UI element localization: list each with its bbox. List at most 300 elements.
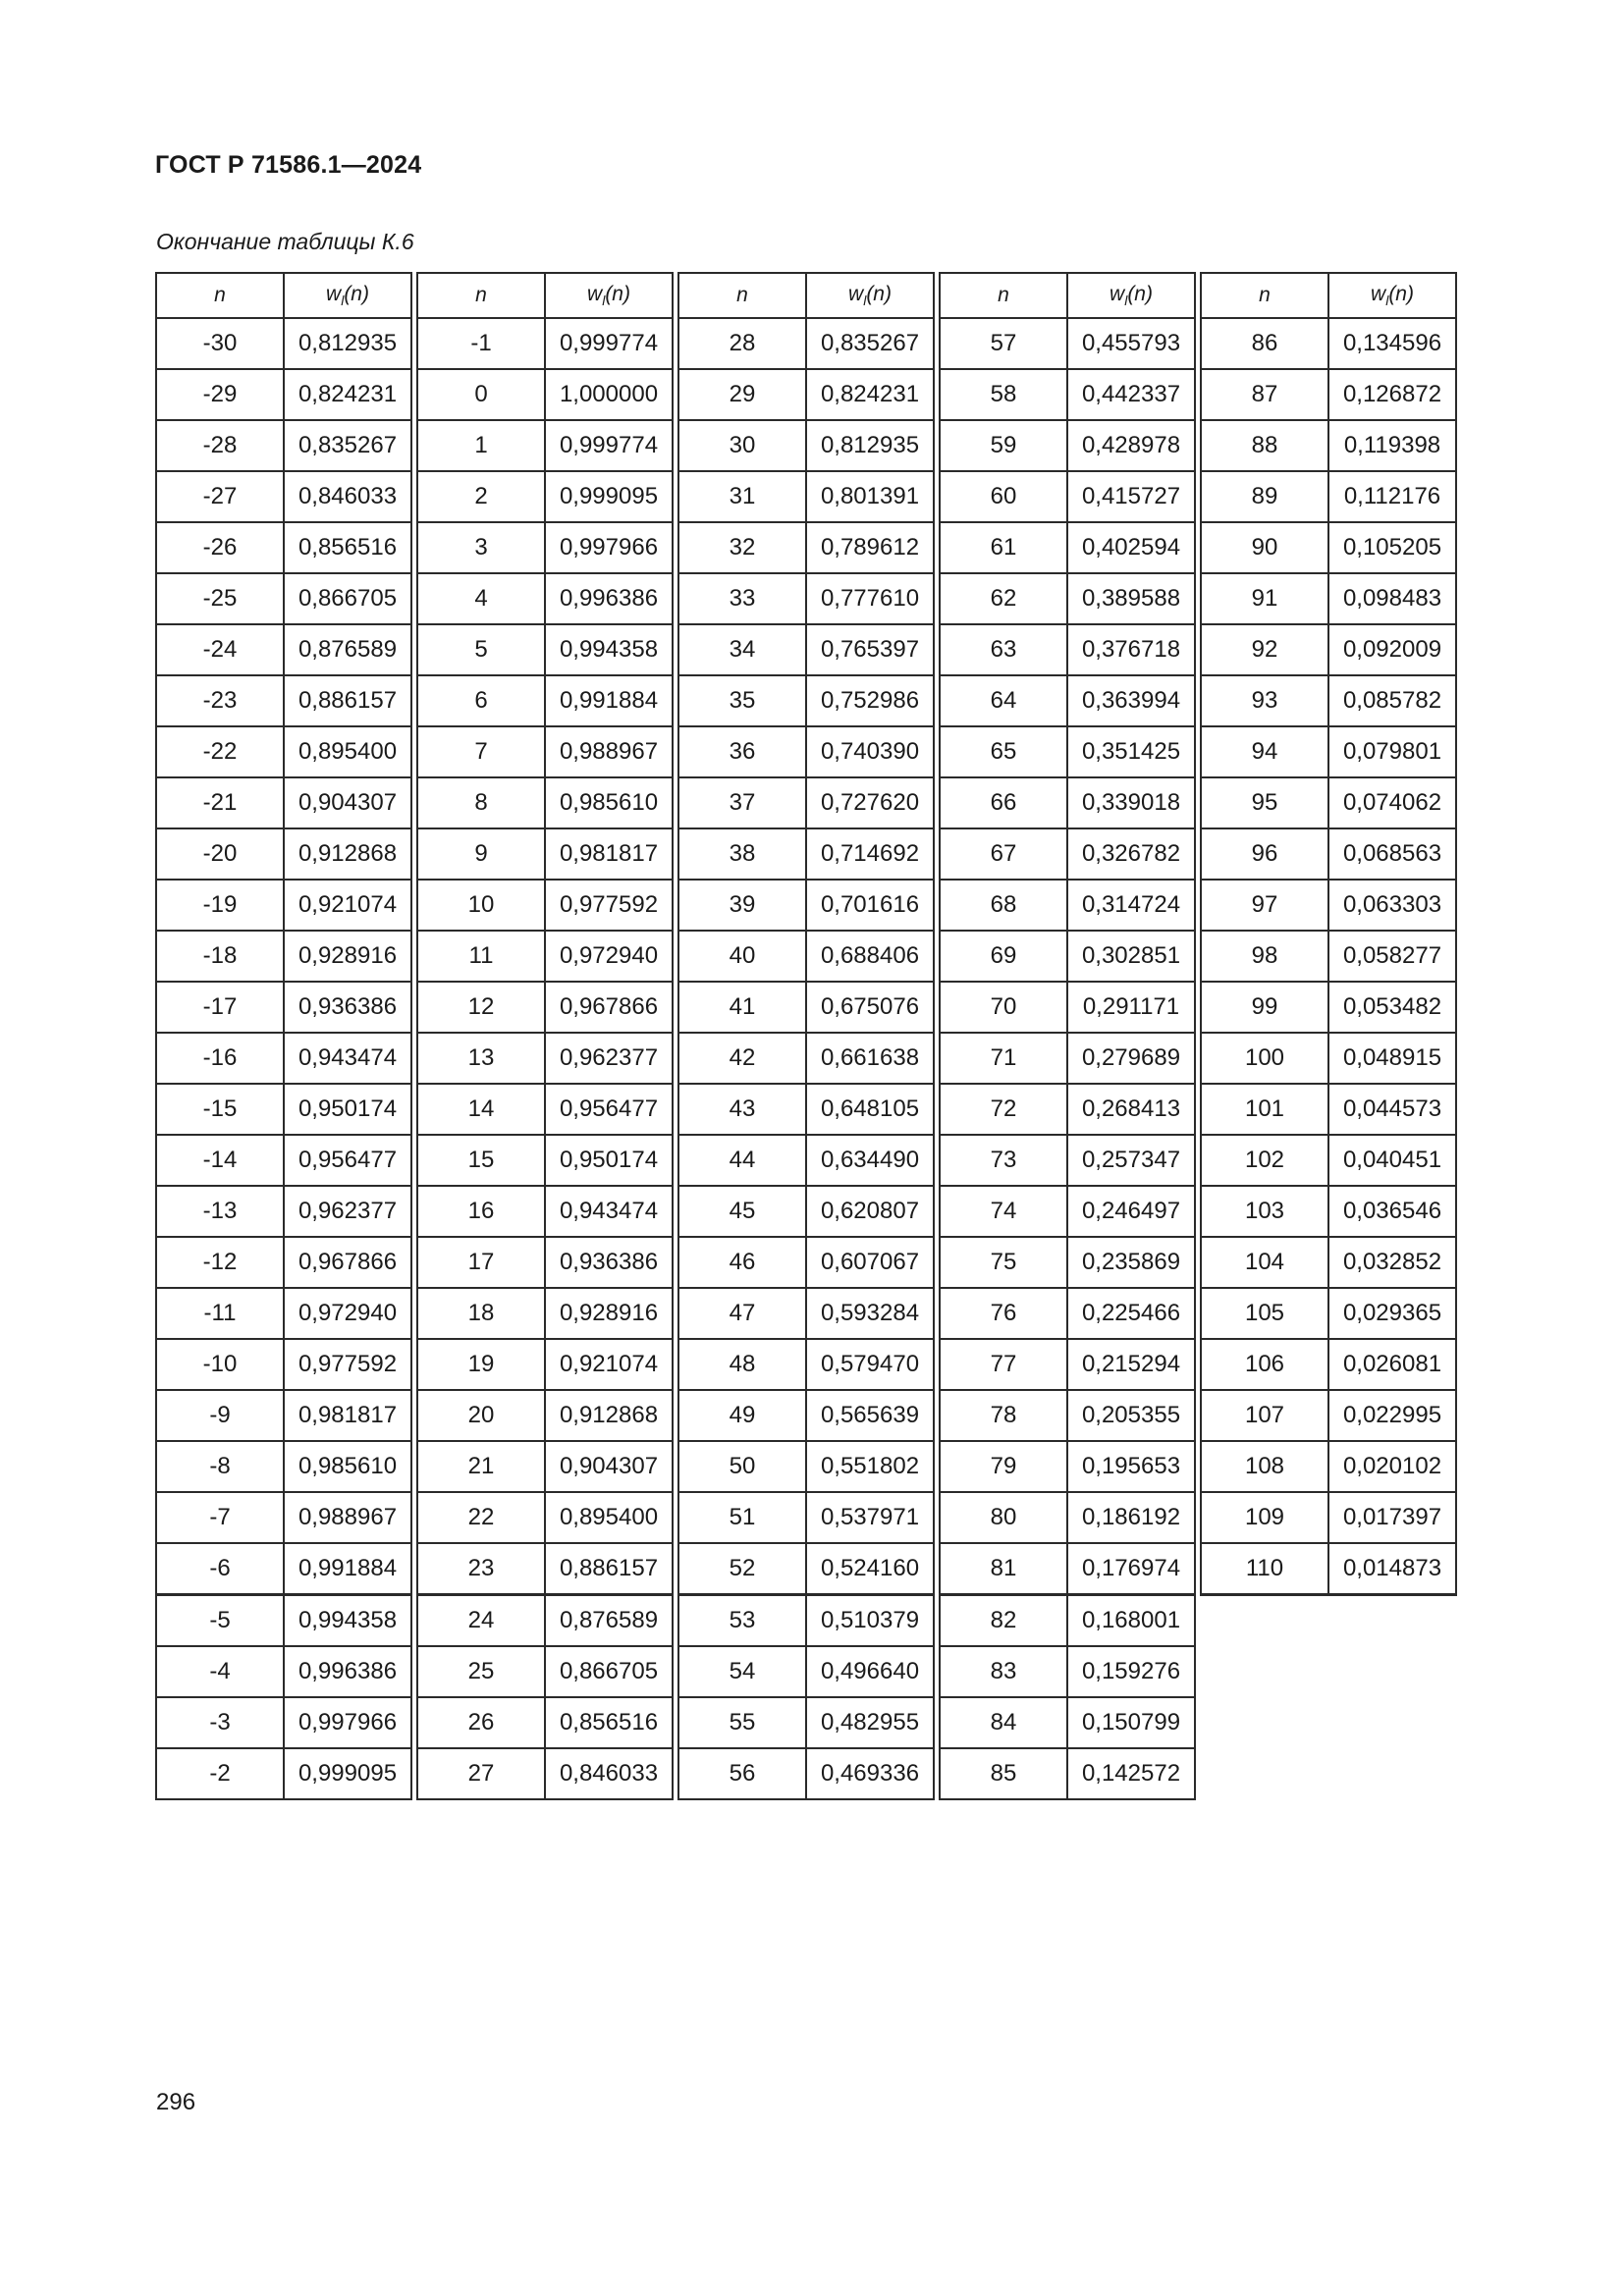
cell-w: 0,886157: [284, 675, 411, 726]
cell-n: 43: [678, 1084, 806, 1135]
table-row: [156, 1339, 411, 1390]
cell-w: 0,999095: [284, 1748, 411, 1799]
table-row: [156, 1033, 411, 1084]
cell-n: 50: [678, 1441, 806, 1492]
table-row: [156, 420, 411, 471]
cell-n: 2: [417, 471, 545, 522]
cell-n: 95: [1201, 777, 1328, 828]
cell-n: -9: [156, 1390, 284, 1441]
table-row: [1201, 624, 1456, 675]
table-row: [156, 1492, 411, 1543]
table-row: [156, 1390, 411, 1441]
table-row: [678, 1595, 934, 1647]
cell-w: 0,620807: [806, 1186, 934, 1237]
cell-n: 101: [1201, 1084, 1328, 1135]
cell-w: 0,168001: [1067, 1595, 1195, 1647]
cell-n: 3: [417, 522, 545, 573]
cell-n: 71: [940, 1033, 1067, 1084]
cell-w: 0,134596: [1328, 318, 1456, 369]
cell-n: 105: [1201, 1288, 1328, 1339]
cell-n: 82: [940, 1595, 1067, 1647]
cell-w: 0,856516: [545, 1697, 673, 1748]
table-row: [417, 1135, 673, 1186]
cell-w: 0,235869: [1067, 1237, 1195, 1288]
cell-n: 98: [1201, 931, 1328, 982]
cell-n: 106: [1201, 1339, 1328, 1390]
cell-w: 0,098483: [1328, 573, 1456, 624]
cell-w: 0,765397: [806, 624, 934, 675]
cell-n: -18: [156, 931, 284, 982]
header-w: $w_l(n)$: [1328, 273, 1456, 318]
cell-n: 18: [417, 1288, 545, 1339]
table-row: [417, 982, 673, 1033]
cell-n: -22: [156, 726, 284, 777]
cell-w: 0,904307: [545, 1441, 673, 1492]
cell-w: 0,291171: [1067, 982, 1195, 1033]
table-row: [678, 369, 934, 420]
cell-n: 81: [940, 1543, 1067, 1595]
cell-w: 0,442337: [1067, 369, 1195, 420]
table-row: [417, 1492, 673, 1543]
cell-w: 0,246497: [1067, 1186, 1195, 1237]
cell-n: -28: [156, 420, 284, 471]
table-row: [940, 828, 1195, 880]
cell-n: 10: [417, 880, 545, 931]
table-row: [678, 522, 934, 573]
cell-w: 0,895400: [284, 726, 411, 777]
page-number: 296: [156, 2089, 196, 2115]
table-row: [417, 471, 673, 522]
table-row: [417, 880, 673, 931]
table-row: [940, 726, 1195, 777]
table-row: [678, 1186, 934, 1237]
cell-n: -8: [156, 1441, 284, 1492]
cell-w: 0,205355: [1067, 1390, 1195, 1441]
table-row: [417, 1646, 673, 1697]
cell-w: 0,112176: [1328, 471, 1456, 522]
cell-n: 23: [417, 1543, 545, 1595]
cell-n: 12: [417, 982, 545, 1033]
cell-n: -5: [156, 1595, 284, 1647]
document-header: ГОСТ Р 71586.1—2024: [155, 151, 422, 179]
cell-w: 0,279689: [1067, 1033, 1195, 1084]
table-row: [940, 1697, 1195, 1748]
cell-n: 20: [417, 1390, 545, 1441]
table-row: [417, 828, 673, 880]
cell-n: -15: [156, 1084, 284, 1135]
cell-n: 93: [1201, 675, 1328, 726]
table-row: [156, 1237, 411, 1288]
cell-w: 0,215294: [1067, 1339, 1195, 1390]
table-row: [678, 880, 934, 931]
cell-w: 0,876589: [284, 624, 411, 675]
cell-w: 0,048915: [1328, 1033, 1456, 1084]
cell-n: 0: [417, 369, 545, 420]
table-row: [417, 1237, 673, 1288]
table-row: [678, 931, 934, 982]
table-row: [940, 1186, 1195, 1237]
table-block: [1200, 272, 1457, 1596]
cell-n: 68: [940, 880, 1067, 931]
cell-w: 1,000000: [545, 369, 673, 420]
cell-n: 62: [940, 573, 1067, 624]
cell-w: 0,014873: [1328, 1543, 1456, 1595]
table-row: [156, 522, 411, 573]
table-row: [417, 931, 673, 982]
cell-w: 0,496640: [806, 1646, 934, 1697]
table-row: [678, 1390, 934, 1441]
cell-w: 0,044573: [1328, 1084, 1456, 1135]
table-row: [156, 880, 411, 931]
table-row: [156, 1084, 411, 1135]
table-row: [678, 1084, 934, 1135]
cell-n: 40: [678, 931, 806, 982]
cell-n: 4: [417, 573, 545, 624]
cell-n: 109: [1201, 1492, 1328, 1543]
header-w: $w_l(n)$: [806, 273, 934, 318]
cell-w: 0,701616: [806, 880, 934, 931]
cell-n: 41: [678, 982, 806, 1033]
cell-n: 17: [417, 1237, 545, 1288]
cell-w: 0,824231: [806, 369, 934, 420]
cell-n: 34: [678, 624, 806, 675]
cell-n: 19: [417, 1339, 545, 1390]
cell-n: 96: [1201, 828, 1328, 880]
cell-n: -14: [156, 1135, 284, 1186]
table-row: [1201, 420, 1456, 471]
cell-n: -7: [156, 1492, 284, 1543]
cell-n: 99: [1201, 982, 1328, 1033]
cell-n: -16: [156, 1033, 284, 1084]
cell-n: 53: [678, 1595, 806, 1647]
table-row: [1201, 1186, 1456, 1237]
cell-w: 0,195653: [1067, 1441, 1195, 1492]
cell-w: 0,824231: [284, 369, 411, 420]
cell-n: 15: [417, 1135, 545, 1186]
cell-w: 0,268413: [1067, 1084, 1195, 1135]
cell-w: 0,856516: [284, 522, 411, 573]
cell-w: 0,812935: [806, 420, 934, 471]
cell-w: 0,921074: [284, 880, 411, 931]
cell-n: -23: [156, 675, 284, 726]
cell-n: 51: [678, 1492, 806, 1543]
cell-n: 77: [940, 1339, 1067, 1390]
cell-n: -4: [156, 1646, 284, 1697]
table-row: [417, 1697, 673, 1748]
values-table: [155, 272, 1457, 1800]
cell-w: 0,999095: [545, 471, 673, 522]
table-row: [678, 982, 934, 1033]
cell-w: 0,428978: [1067, 420, 1195, 471]
cell-n: -26: [156, 522, 284, 573]
table-row: [940, 1543, 1195, 1595]
cell-n: 48: [678, 1339, 806, 1390]
cell-n: 54: [678, 1646, 806, 1697]
table-row: [940, 931, 1195, 982]
table-row: [940, 675, 1195, 726]
cell-w: 0,876589: [545, 1595, 673, 1647]
cell-n: -6: [156, 1543, 284, 1595]
cell-w: 0,648105: [806, 1084, 934, 1135]
cell-w: 0,994358: [284, 1595, 411, 1647]
table-row: [678, 471, 934, 522]
cell-n: 100: [1201, 1033, 1328, 1084]
cell-n: 74: [940, 1186, 1067, 1237]
table-row: [940, 1748, 1195, 1799]
table-row: [1201, 318, 1456, 369]
table-row: [940, 880, 1195, 931]
cell-n: 64: [940, 675, 1067, 726]
cell-w: 0,994358: [545, 624, 673, 675]
table-row: [156, 1646, 411, 1697]
table-row: [678, 1135, 934, 1186]
table-row: [1201, 931, 1456, 982]
table-row: [940, 471, 1195, 522]
header-n: n: [1201, 273, 1328, 318]
cell-w: 0,866705: [545, 1646, 673, 1697]
cell-w: 0,943474: [545, 1186, 673, 1237]
cell-n: -20: [156, 828, 284, 880]
cell-n: 35: [678, 675, 806, 726]
cell-n: 102: [1201, 1135, 1328, 1186]
cell-w: 0,351425: [1067, 726, 1195, 777]
table-row: [940, 1288, 1195, 1339]
cell-n: 9: [417, 828, 545, 880]
cell-w: 0,225466: [1067, 1288, 1195, 1339]
cell-w: 0,634490: [806, 1135, 934, 1186]
table-row: [940, 318, 1195, 369]
cell-w: 0,029365: [1328, 1288, 1456, 1339]
table-row: [678, 420, 934, 471]
table-row: [417, 726, 673, 777]
cell-w: 0,727620: [806, 777, 934, 828]
table-row: [156, 624, 411, 675]
table-row: [940, 420, 1195, 471]
table-row: [156, 1543, 411, 1595]
table-row: [1201, 1033, 1456, 1084]
cell-n: -27: [156, 471, 284, 522]
cell-w: 0,835267: [284, 420, 411, 471]
cell-w: 0,972940: [284, 1288, 411, 1339]
table-row: [417, 318, 673, 369]
cell-w: 0,956477: [284, 1135, 411, 1186]
cell-w: 0,063303: [1328, 880, 1456, 931]
cell-w: 0,988967: [284, 1492, 411, 1543]
table-row: [940, 522, 1195, 573]
cell-w: 0,126872: [1328, 369, 1456, 420]
cell-w: 0,159276: [1067, 1646, 1195, 1697]
cell-n: 8: [417, 777, 545, 828]
cell-n: 11: [417, 931, 545, 982]
cell-w: 0,688406: [806, 931, 934, 982]
cell-n: 37: [678, 777, 806, 828]
table-row: [940, 1084, 1195, 1135]
cell-n: 57: [940, 318, 1067, 369]
cell-n: 73: [940, 1135, 1067, 1186]
table-row: [940, 1390, 1195, 1441]
table-row: [678, 1237, 934, 1288]
cell-w: 0,999774: [545, 420, 673, 471]
table-row: [678, 573, 934, 624]
cell-n: -13: [156, 1186, 284, 1237]
cell-n: 27: [417, 1748, 545, 1799]
table-row: [1201, 1237, 1456, 1288]
cell-n: 69: [940, 931, 1067, 982]
table-row: [678, 1441, 934, 1492]
table-row: [1201, 1390, 1456, 1441]
table-row: [1201, 982, 1456, 1033]
cell-n: 1: [417, 420, 545, 471]
cell-n: 110: [1201, 1543, 1328, 1595]
table-row: [417, 420, 673, 471]
cell-n: 65: [940, 726, 1067, 777]
table-row: [1201, 880, 1456, 931]
table-row: [156, 726, 411, 777]
cell-n: 88: [1201, 420, 1328, 471]
table-block: [939, 272, 1196, 1800]
cell-w: 0,079801: [1328, 726, 1456, 777]
cell-w: 0,996386: [545, 573, 673, 624]
table-row: [417, 1288, 673, 1339]
table-row: [678, 675, 934, 726]
table-row: [1201, 675, 1456, 726]
cell-n: 47: [678, 1288, 806, 1339]
cell-w: 0,985610: [545, 777, 673, 828]
cell-w: 0,593284: [806, 1288, 934, 1339]
cell-w: 0,119398: [1328, 420, 1456, 471]
cell-w: 0,257347: [1067, 1135, 1195, 1186]
cell-n: 59: [940, 420, 1067, 471]
table-row: [156, 675, 411, 726]
table-row: [156, 1748, 411, 1799]
table-row: [678, 1646, 934, 1697]
table-row: [1201, 471, 1456, 522]
cell-n: 67: [940, 828, 1067, 880]
cell-n: -25: [156, 573, 284, 624]
cell-w: 0,415727: [1067, 471, 1195, 522]
table-row: [417, 1748, 673, 1799]
table-row: [156, 1595, 411, 1647]
cell-n: -24: [156, 624, 284, 675]
cell-n: 25: [417, 1646, 545, 1697]
cell-w: 0,912868: [284, 828, 411, 880]
table-row: [678, 1492, 934, 1543]
cell-n: 55: [678, 1697, 806, 1748]
table-row: [940, 1237, 1195, 1288]
table-row: [417, 1543, 673, 1595]
table-row: [1201, 1543, 1456, 1595]
cell-w: 0,068563: [1328, 828, 1456, 880]
table-row: [156, 828, 411, 880]
cell-w: 0,912868: [545, 1390, 673, 1441]
cell-n: 90: [1201, 522, 1328, 573]
cell-n: -11: [156, 1288, 284, 1339]
cell-n: 5: [417, 624, 545, 675]
cell-w: 0,455793: [1067, 318, 1195, 369]
table-row: [156, 1186, 411, 1237]
cell-w: 0,997966: [545, 522, 673, 573]
cell-w: 0,017397: [1328, 1492, 1456, 1543]
table-row: [940, 1595, 1195, 1647]
cell-n: 75: [940, 1237, 1067, 1288]
table-row: [156, 1441, 411, 1492]
cell-w: 0,469336: [806, 1748, 934, 1799]
cell-n: 79: [940, 1441, 1067, 1492]
table-row: [156, 573, 411, 624]
cell-n: 33: [678, 573, 806, 624]
cell-w: 0,981817: [545, 828, 673, 880]
cell-n: -29: [156, 369, 284, 420]
cell-n: 29: [678, 369, 806, 420]
cell-n: 49: [678, 1390, 806, 1441]
table-row: [678, 1543, 934, 1595]
table-row: [678, 624, 934, 675]
table-row: [678, 318, 934, 369]
table-row: [417, 1084, 673, 1135]
cell-w: 0,967866: [284, 1237, 411, 1288]
cell-w: 0,789612: [806, 522, 934, 573]
header-n: n: [940, 273, 1067, 318]
table-row: [156, 369, 411, 420]
cell-n: 45: [678, 1186, 806, 1237]
cell-w: 0,565639: [806, 1390, 934, 1441]
header-n: n: [156, 273, 284, 318]
cell-w: 0,988967: [545, 726, 673, 777]
table-row: [417, 1186, 673, 1237]
cell-w: 0,985610: [284, 1441, 411, 1492]
cell-w: 0,740390: [806, 726, 934, 777]
cell-n: 108: [1201, 1441, 1328, 1492]
table-row: [678, 1033, 934, 1084]
cell-w: 0,537971: [806, 1492, 934, 1543]
cell-n: 86: [1201, 318, 1328, 369]
cell-n: -1: [417, 318, 545, 369]
table-row: [678, 1748, 934, 1799]
table-row: [678, 1339, 934, 1390]
cell-w: 0,085782: [1328, 675, 1456, 726]
cell-n: 38: [678, 828, 806, 880]
cell-w: 0,943474: [284, 1033, 411, 1084]
table-row: [940, 1339, 1195, 1390]
cell-w: 0,105205: [1328, 522, 1456, 573]
table-row: [1201, 828, 1456, 880]
table-row: [417, 777, 673, 828]
header-row: [417, 273, 673, 318]
cell-w: 0,524160: [806, 1543, 934, 1595]
table-row: [156, 777, 411, 828]
cell-n: -10: [156, 1339, 284, 1390]
table-row: [1201, 573, 1456, 624]
cell-w: 0,904307: [284, 777, 411, 828]
table-block: [677, 272, 935, 1800]
table-row: [1201, 1339, 1456, 1390]
cell-w: 0,967866: [545, 982, 673, 1033]
cell-n: 70: [940, 982, 1067, 1033]
table-row: [1201, 1135, 1456, 1186]
cell-w: 0,801391: [806, 471, 934, 522]
cell-w: 0,895400: [545, 1492, 673, 1543]
cell-w: 0,339018: [1067, 777, 1195, 828]
table-row: [1201, 1441, 1456, 1492]
table-row: [1201, 522, 1456, 573]
header-n: n: [678, 273, 806, 318]
header-w: $w_l(n)$: [284, 273, 411, 318]
cell-n: 13: [417, 1033, 545, 1084]
table-row: [1201, 369, 1456, 420]
table-row: [678, 726, 934, 777]
header-row: [1201, 273, 1456, 318]
cell-n: 28: [678, 318, 806, 369]
